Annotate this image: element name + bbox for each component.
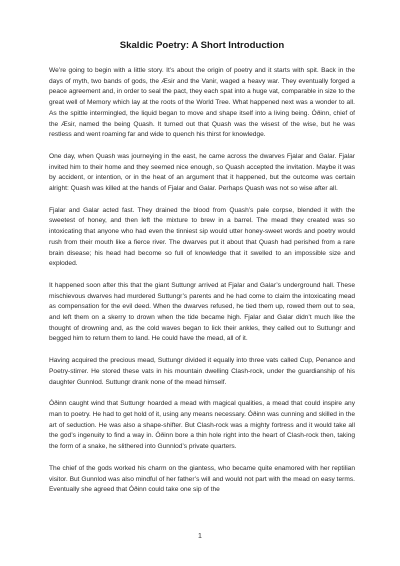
paragraph-1: We’re going to begin with a little story. It’s about the origin of poetry and it starts with spit. Back in the days of myth, two bands of gods, the Æsir and the Vanir, waged a heavy war. They eventually forged a peace agreement and, in order to seal the pact, they each spat into a huge vat, comparable in size to the great well of Memory which lay at the roots of the World Tree. What happened next was a wonder to all. As the spittle intermingled, the liquid began to move and shape itself into a living being. Óðinn, chief of the Æsir, named the being Quash. It turned out that Quash was the wisest of the wise, but he was restless and went roaming far and wide to quench his thirst for knowledge. xyxy=(49,67,355,139)
paragraph-6: Óðinn caught wind that Suttungr hoarded a mead with magical qualities, a mead that could inspire any man to poetry. He had to get hold of it, using any means necessary. Óðinn was cunning and skilled in the art of seduction. He was also a shape-shifter. But Clash-rock was a mighty fortress and it would take all the god’s ingenuity to find a way in. Óðinn bore a thin hole right into the heart of Clash-rock then, taking the form of a snake, he slithered into Gunnlod’s private quarters. xyxy=(49,400,355,451)
paragraph-4: It happened soon after this that the giant Suttungr arrived at Fjalar and Galar’s underground hall. These mischievous dwarves had murdered Suttungr’s parents and he had come to claim the intoxicating mead as compensation for the evil deed. When the dwarves refused, he tied them up, rowed them out to sea, and left them on a skerry to drown when the tide became high. Fjalar and Galar didn’t much like the thought of drowning and, as the cold waves began to lick their ankles, they called out to Suttungr and begged him to return them to land. He could have the mead, all of it. xyxy=(49,281,355,343)
paragraph-2: One day, when Quash was journeying in the east, he came across the dwarves Fjalar and Galar. Fjalar invited him to their home and they seemed nice enough, so Quash accepted the invitation. Maybe it was by accident, or intention, or in the heat of an argument that it happened, but the outcome was certain alright: Quash was killed at the hands of Fjalar and Galar. Perhaps Quash was not so wise after all. xyxy=(49,152,355,193)
paragraph-5: Having acquired the precious mead, Suttungr divided it equally into three vats called Cup, Penance and Poetry-stirrer. He stored these vats in his mountain dwelling Clash-rock, under the guardianship of his daughter Gunnlod. Suttungr drank none of the mead himself. xyxy=(49,357,355,386)
page-number: 1 xyxy=(198,533,202,540)
paragraph-3: Fjalar and Galar acted fast. They drained the blood from Quash’s pale corpse, blended it with the sweetest of honey, and then left the mixture to brew in a barrel. The mead they created was so intoxicating that anyone who had even the tinniest sip would utter honey-sweet words and poetry would rush from their mouth like a fierce river. The dwarves put it about that Quash had perished from a rare brain disease; his head had become so full of knowledge that it swelled to an impossible size and exploded. xyxy=(49,206,355,268)
document-title: Skaldic Poetry: A Short Introduction xyxy=(119,40,285,51)
paragraph-7: The chief of the gods worked his charm on the giantess, who became quite enamored with her reptilian visitor. But Gunnlod was also mindful of her father’s will and would not part with the mead on easy terms. Eventually she agreed that Óðinn could take one sip of the xyxy=(49,464,355,494)
